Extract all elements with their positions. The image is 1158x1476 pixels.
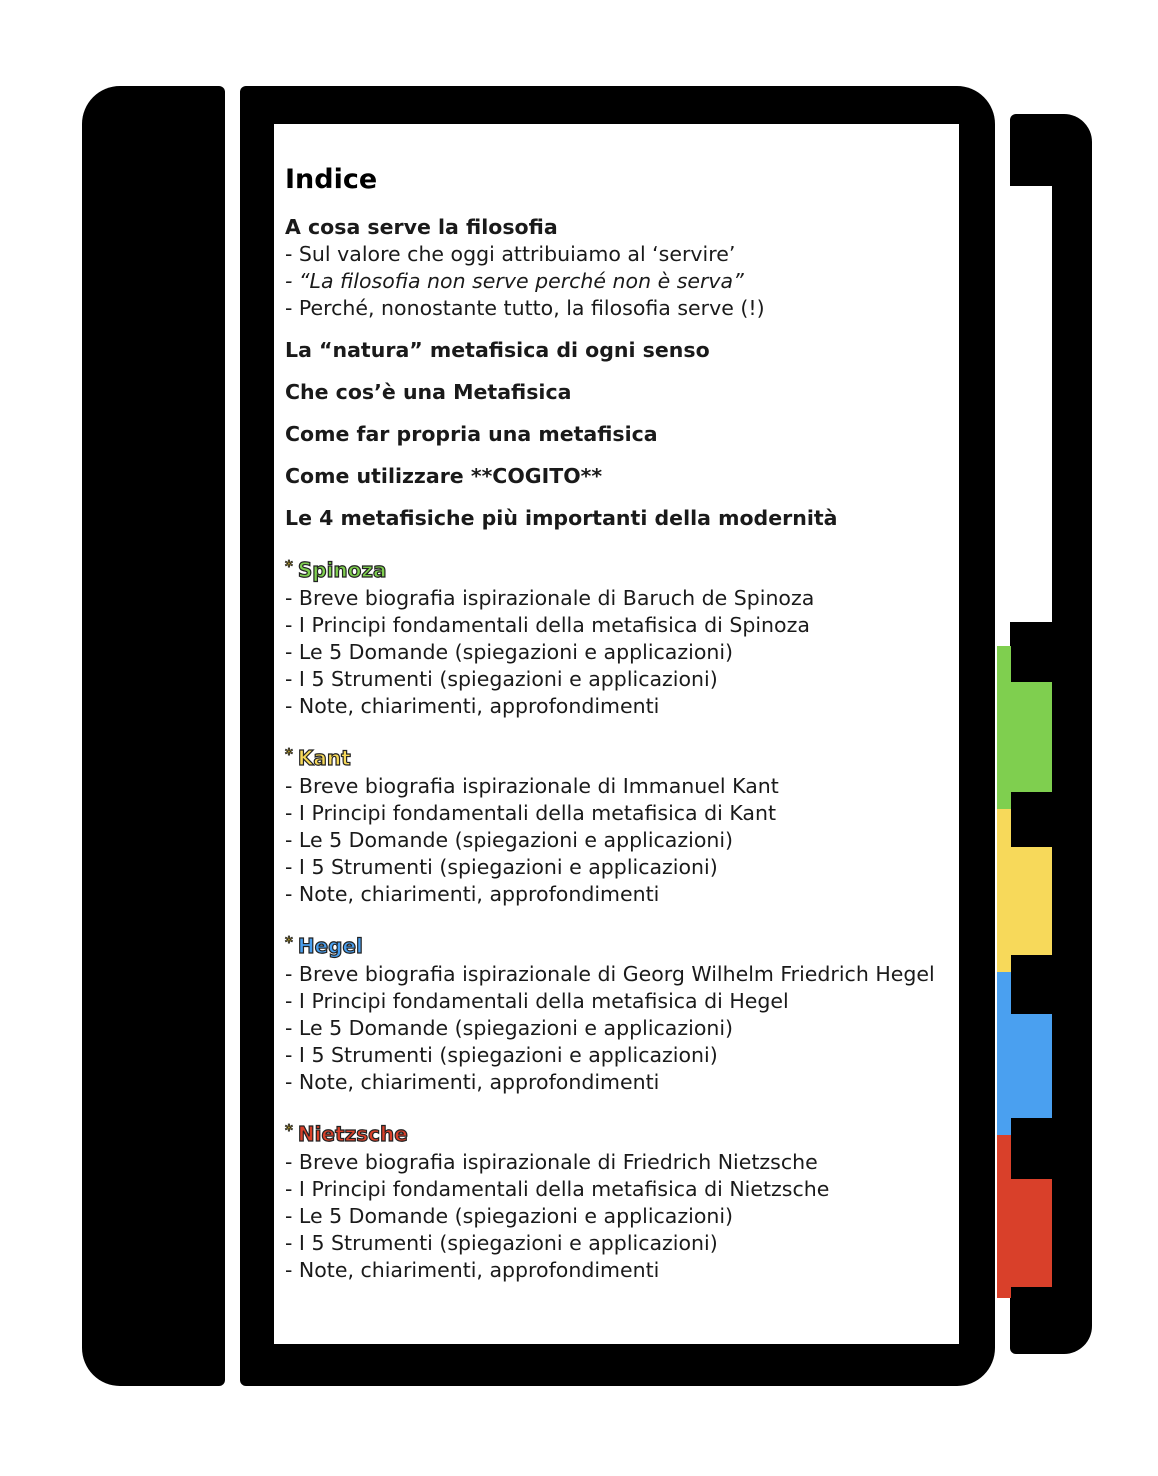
list-item[interactable]: - Le 5 Domande (spiegazioni e applicazioni)	[285, 1204, 734, 1228]
list-item[interactable]: - “La filosofia non serve perché non è serva”	[285, 269, 744, 293]
star-icon: *	[285, 933, 293, 951]
index-page	[274, 124, 959, 1344]
chapter-group	[285, 337, 955, 364]
section-name: Spinoza	[297, 558, 387, 582]
list-item[interactable]: - I 5 Strumenti (spiegazioni e applicazioni)	[285, 1043, 718, 1067]
list-item[interactable]: - I Principi fondamentali della metafisica di Hegel	[285, 989, 789, 1013]
list-item[interactable]: - Breve biografia ispirazionale di Immanuel Kant	[285, 774, 779, 798]
list-item[interactable]: - Note, chiarimenti, approfondimenti	[285, 1070, 660, 1094]
section-hegel	[285, 927, 955, 1096]
chapter-heading[interactable]: A cosa serve la filosofia	[285, 215, 558, 239]
chapter-heading[interactable]: Come utilizzare **COGITO**	[285, 464, 603, 488]
section-title[interactable]	[285, 551, 955, 585]
list-item[interactable]: - I Principi fondamentali della metafisica di Nietzsche	[285, 1177, 830, 1201]
tab-notch	[1011, 1118, 1052, 1135]
page-title: Indice	[285, 164, 378, 195]
tab-hegel[interactable]	[997, 972, 1052, 1135]
list-item[interactable]: - Breve biografia ispirazionale di Friedrich Nietzsche	[285, 1150, 818, 1174]
chapter-group	[285, 421, 955, 448]
intro-group	[285, 214, 955, 322]
section-title[interactable]	[285, 927, 955, 961]
chapter-heading[interactable]: Che cos’è una Metafisica	[285, 380, 572, 404]
list-item[interactable]: - I 5 Strumenti (spiegazioni e applicazioni)	[285, 667, 718, 691]
list-item[interactable]: - I Principi fondamentali della metafisica di Spinoza	[285, 613, 810, 637]
tab-notch	[1011, 972, 1052, 1014]
list-item[interactable]: - Le 5 Domande (spiegazioni e applicazioni)	[285, 640, 734, 664]
tab-spinoza[interactable]	[997, 646, 1052, 809]
section-title[interactable]	[285, 1115, 955, 1149]
section-nietzsche	[285, 1115, 955, 1284]
list-item[interactable]: - Note, chiarimenti, approfondimenti	[285, 1258, 660, 1282]
chapter-heading[interactable]: Come far propria una metafisica	[285, 422, 658, 446]
tab-notch	[1011, 792, 1052, 809]
tab-notch	[1011, 1135, 1052, 1179]
list-item[interactable]: - Le 5 Domande (spiegazioni e applicazioni)	[285, 1016, 734, 1040]
section-name: Hegel	[297, 934, 363, 958]
chapter-group	[285, 379, 955, 406]
list-item[interactable]: - Sul valore che oggi attribuiamo al ‘servire’	[285, 242, 736, 266]
list-item[interactable]: - Perché, nonostante tutto, la filosofia serve (!)	[285, 296, 765, 320]
list-item[interactable]: - I 5 Strumenti (spiegazioni e applicazioni)	[285, 855, 718, 879]
tab-kant[interactable]	[997, 809, 1052, 972]
list-item[interactable]: - Note, chiarimenti, approfondimenti	[285, 882, 660, 906]
chapter-group	[285, 505, 955, 532]
chapter-heading[interactable]: La “natura” metafisica di ogni senso	[285, 338, 710, 362]
list-item[interactable]: - I 5 Strumenti (spiegazioni e applicazioni)	[285, 1231, 718, 1255]
star-icon: *	[285, 1121, 293, 1139]
tab-notch	[1011, 809, 1052, 847]
list-item[interactable]: - Le 5 Domande (spiegazioni e applicazioni)	[285, 828, 734, 852]
tab-notch	[1011, 955, 1052, 972]
tab-rail-window	[1010, 186, 1052, 622]
list-item[interactable]: - Breve biografia ispirazionale di Georg Wilhelm Friedrich Hegel	[285, 962, 935, 986]
section-name: Kant	[297, 746, 351, 770]
index-content	[285, 162, 955, 1284]
chapter-heading[interactable]: Le 4 metafisiche più importanti della modernità	[285, 506, 838, 530]
tab-nietzsche[interactable]	[997, 1135, 1052, 1298]
tab-notch	[1011, 1287, 1052, 1298]
section-kant	[285, 739, 955, 908]
star-icon: *	[285, 557, 293, 575]
chapter-group	[285, 463, 955, 490]
star-icon: *	[285, 745, 293, 763]
section-name: Nietzsche	[297, 1122, 408, 1146]
list-item[interactable]: - I Principi fondamentali della metafisica di Kant	[285, 801, 777, 825]
section-spinoza	[285, 551, 955, 720]
section-title[interactable]	[285, 739, 955, 773]
list-item[interactable]: - Note, chiarimenti, approfondimenti	[285, 694, 660, 718]
tab-notch	[1011, 646, 1052, 682]
notebook-spine	[82, 86, 225, 1386]
list-item[interactable]: - Breve biografia ispirazionale di Baruch de Spinoza	[285, 586, 815, 610]
